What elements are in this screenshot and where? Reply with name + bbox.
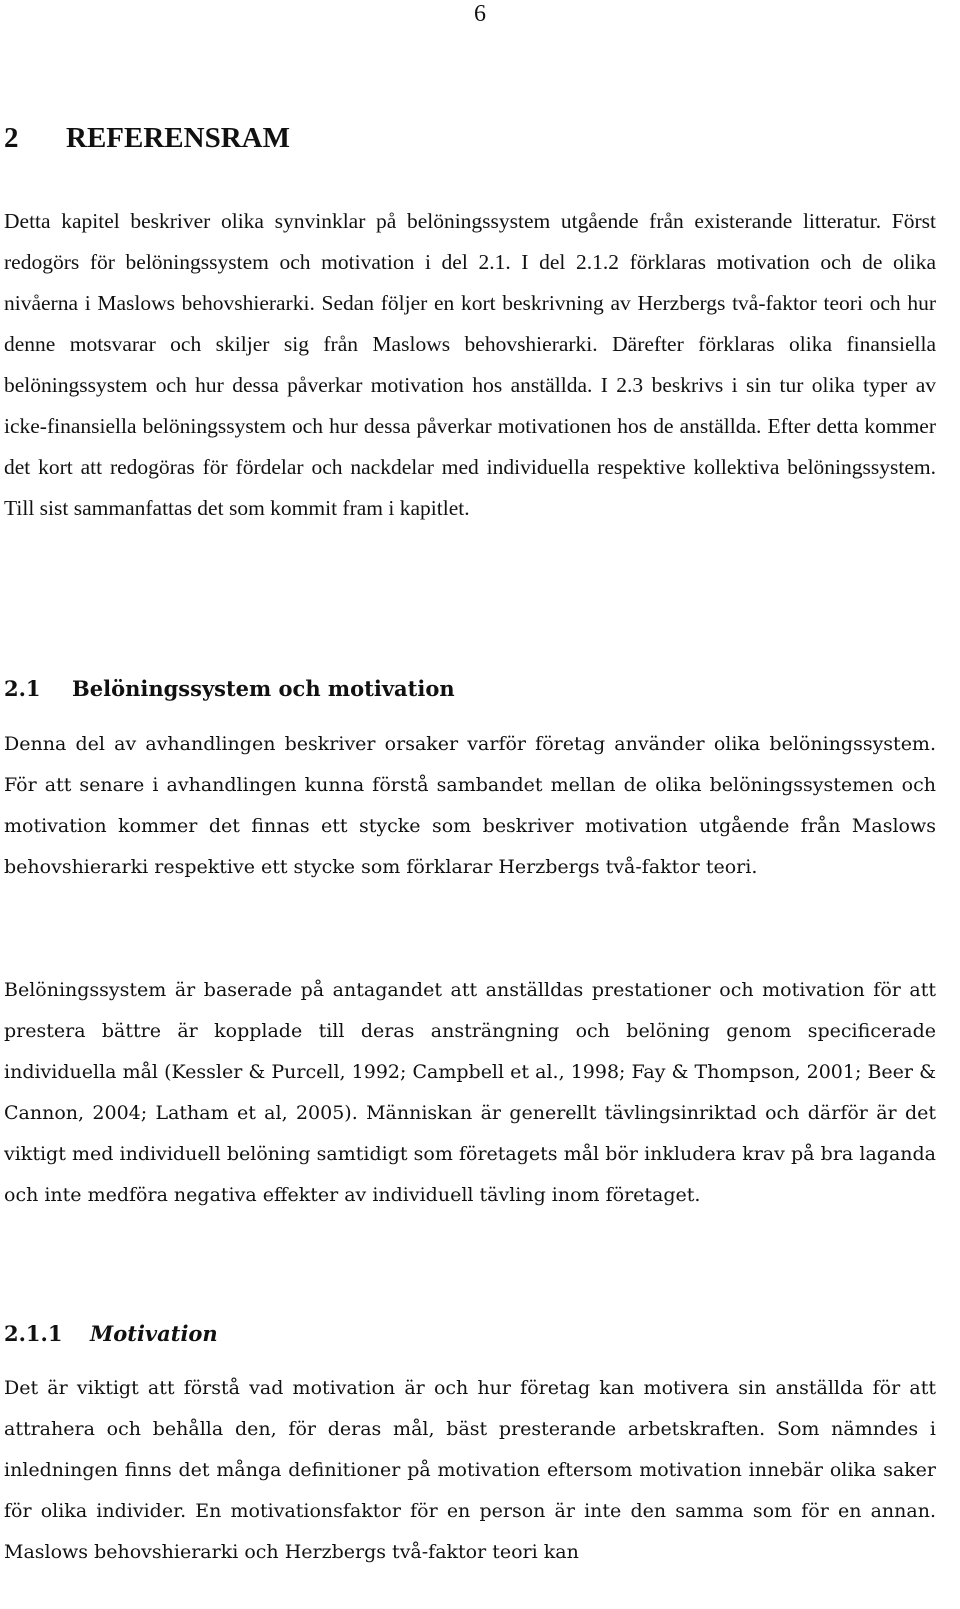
intro-text-part1: Detta kapitel beskriver olika synvinklar på belöningssystem utgående från existerande litteratur. Först redogörs för belöningssystem och motivation i del 2.1. I del 2.1.2 förklaras motivation och de olika nivåerna i Maslows behovshierarki. Sedan följer en kort beskrivning av Herzbergs två-faktor teori och hur denne motsvarar och skiljer sig från Maslows behovshierarki. (4, 209, 936, 356)
page-number: 6 (474, 1, 486, 27)
intro-text-part2: Därefter förklaras olika finansiella belöningssystem och hur dessa påverkar motivation hos anställda. I 2.3 beskrivs i sin tur olika typer av icke-finansiella belöningssystem och hur dessa påverkar motivationen hos de anställda. Efter detta kommer det kort att redogöras för fördelar och nackdelar med individuella respektive kollektiva belöningssystem. Till sist sammanfattas det som kommit fram i kapitlet. (4, 332, 937, 520)
subsection-title: Motivation (90, 1321, 218, 1346)
section-2-1-paragraph-1: Denna del av avhandlingen beskriver orsaker varför företag använder olika belöningssystem. För att senare i avhandlingen kunna förstå sambandet mellan de olika belöningssystemen och motivation kommer det finnas ett stycke som beskriver motivation utgående från Maslows behovshierarki respektive ett stycke som förklarar Herzbergs två-faktor teori. (4, 733, 936, 878)
subsection-heading-2-1-1 (4, 1319, 218, 1349)
chapter-number: 2 (4, 122, 19, 154)
section-heading-2-1 (4, 674, 455, 704)
section-title: Belöningssystem och motivation (72, 676, 455, 701)
section-number: 2.1 (4, 676, 41, 701)
subsection-number: 2.1.1 (4, 1321, 63, 1346)
chapter-title: REFERENSRAM (66, 122, 290, 154)
chapter-heading (4, 120, 290, 156)
intro-paragraph (4, 201, 936, 529)
section-2-1-1-paragraph: Det är viktigt att förstå vad motivation är och hur företag kan motivera sin anställda för att attrahera och behålla den, för deras mål, bäst presterande arbetskraften. Som nämndes i inledningen finns det många definitioner på motivation eftersom motivation innebär olika saker för olika individer. En motivationsfaktor för en person är inte den samma som för en annan. Maslows behovshierarki och Herzbergs två-faktor teori kan (4, 1377, 936, 1563)
section-2-1-paragraph-2: Belöningssystem är baserade på antagandet att anställdas prestationer och motivation för att prestera bättre är kopplade till deras ansträngning och belöning genom specificerade individuella mål (Kessler & Purcell, 1992; Campbell et al., 1998; Fay & Thompson, 2001; Beer & Cannon, 2004; Latham et al, 2005). Människan är generellt tävlingsinriktad och därför är det viktigt med individuell belöning samtidigt som företagets mål bör inkludera krav på bra laganda och inte medföra negativa effekter av individuell tävling inom företaget. (4, 979, 936, 1206)
